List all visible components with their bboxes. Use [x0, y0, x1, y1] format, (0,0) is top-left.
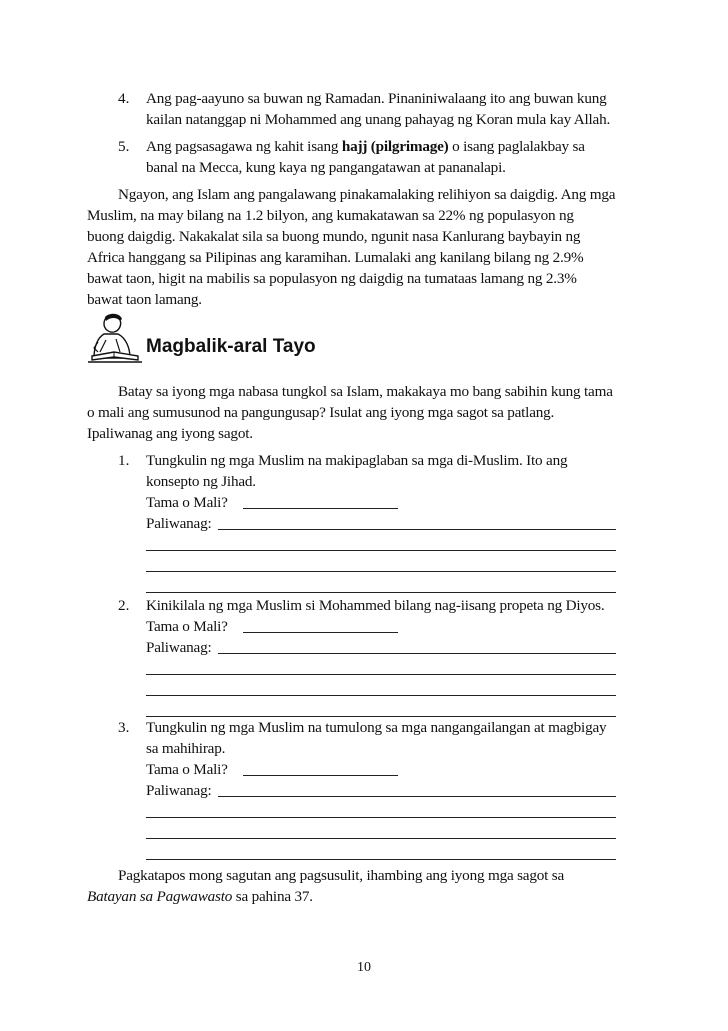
question-number: 3.: [118, 719, 130, 736]
instruction-line: o mali ang sumusunod na pangungusap? Isulat ang iyong mga sagot sa patlang.: [87, 404, 555, 421]
question-text: konsepto ng Jihad.: [146, 473, 256, 490]
tama-o-mali-label: Tama o Mali?: [146, 618, 228, 635]
list-item-line: [146, 136, 585, 157]
student-reading-icon: [84, 312, 144, 368]
question-text: Kinikilala ng mga Muslim si Mohammed bilang nag-iisang propeta ng Diyos.: [146, 597, 605, 614]
answer-blank[interactable]: [243, 508, 398, 509]
answer-blank[interactable]: [218, 653, 616, 654]
paliwanag-label: Paliwanag:: [146, 639, 212, 656]
answer-blank[interactable]: [146, 838, 616, 839]
text-run: o isang paglalakbay sa: [448, 138, 585, 155]
section-heading: Magbalik-aral Tayo: [146, 336, 316, 357]
list-item-line: kailan natanggap ni Mohammed ang unang pahayag ng Koran mula kay Allah.: [146, 111, 611, 128]
tama-o-mali-label: Tama o Mali?: [146, 494, 228, 511]
paliwanag-label: Paliwanag:: [146, 782, 212, 799]
paliwanag-label: Paliwanag:: [146, 515, 212, 532]
paragraph-line: bawat taon lamang.: [87, 291, 202, 308]
instruction-line: Batay sa iyong mga nabasa tungkol sa Islam, makakaya mo bang sabihin kung tama: [118, 383, 613, 400]
paragraph-line: Ngayon, ang Islam ang pangalawang pinakamalaking relihiyon sa daigdig. Ang mga: [118, 186, 616, 203]
question-text: Tungkulin ng mga Muslim na tumulong sa mga nangangailangan at magbigay: [146, 719, 607, 736]
paragraph-line: buong daigdig. Nakakalat sila sa buong mundo, ngunit nasa Kanlurang baybayin ng: [87, 228, 581, 245]
page-number: 10: [357, 960, 371, 975]
question-text: Tungkulin ng mga Muslim na makipaglaban sa mga di-Muslim. Ito ang: [146, 452, 568, 469]
bold-term: hajj (pilgrimage): [341, 138, 449, 155]
answer-blank[interactable]: [146, 817, 616, 818]
tama-o-mali-label: Tama o Mali?: [146, 761, 228, 778]
list-number: 4.: [118, 90, 130, 107]
paragraph-line: Africa hanggang sa Pilipinas ang karamihan. Lumalaki ang kanilang bilang ng 2.9%: [87, 249, 584, 266]
instruction-line: Ipaliwanag ang iyong sagot.: [87, 425, 253, 442]
list-item-line: Ang pag-aayuno sa buwan ng Ramadan. Pinaniniwalaang ito ang buwan kung: [146, 90, 607, 107]
list-item-line: banal na Mecca, kung kaya ng pangangatawan at pananalapi.: [146, 159, 506, 176]
answer-blank[interactable]: [218, 529, 616, 530]
paragraph-line: bawat taon, higit na mabilis sa populasyon ng daigdig na tumataas lamang ng 2.3%: [87, 270, 577, 287]
answer-blank[interactable]: [218, 796, 616, 797]
reference-title: Batayan sa Pagwawasto: [87, 888, 233, 905]
question-number: 2.: [118, 597, 130, 614]
question-number: 1.: [118, 452, 130, 469]
list-number: 5.: [118, 138, 130, 155]
question-text: sa mahihirap.: [146, 740, 226, 757]
paragraph-line: Muslim, na may bilang na 1.2 bilyon, ang kumakatawan sa 22% ng populasyon ng: [87, 207, 574, 224]
answer-blank[interactable]: [146, 550, 616, 551]
answer-blank[interactable]: [243, 632, 398, 633]
answer-blank[interactable]: [146, 592, 616, 593]
answer-blank[interactable]: [243, 775, 398, 776]
text-run: sa pahina 37.: [232, 888, 313, 905]
answer-blank[interactable]: [146, 674, 616, 675]
answer-blank[interactable]: [146, 571, 616, 572]
closing-line: Pagkatapos mong sagutan ang pagsusulit, ihambing ang iyong mga sagot sa: [118, 867, 565, 884]
text-run: Ang pagsasagawa ng kahit isang: [146, 138, 342, 155]
answer-blank[interactable]: [146, 859, 616, 860]
answer-blank[interactable]: [146, 695, 616, 696]
closing-line: [87, 886, 313, 907]
